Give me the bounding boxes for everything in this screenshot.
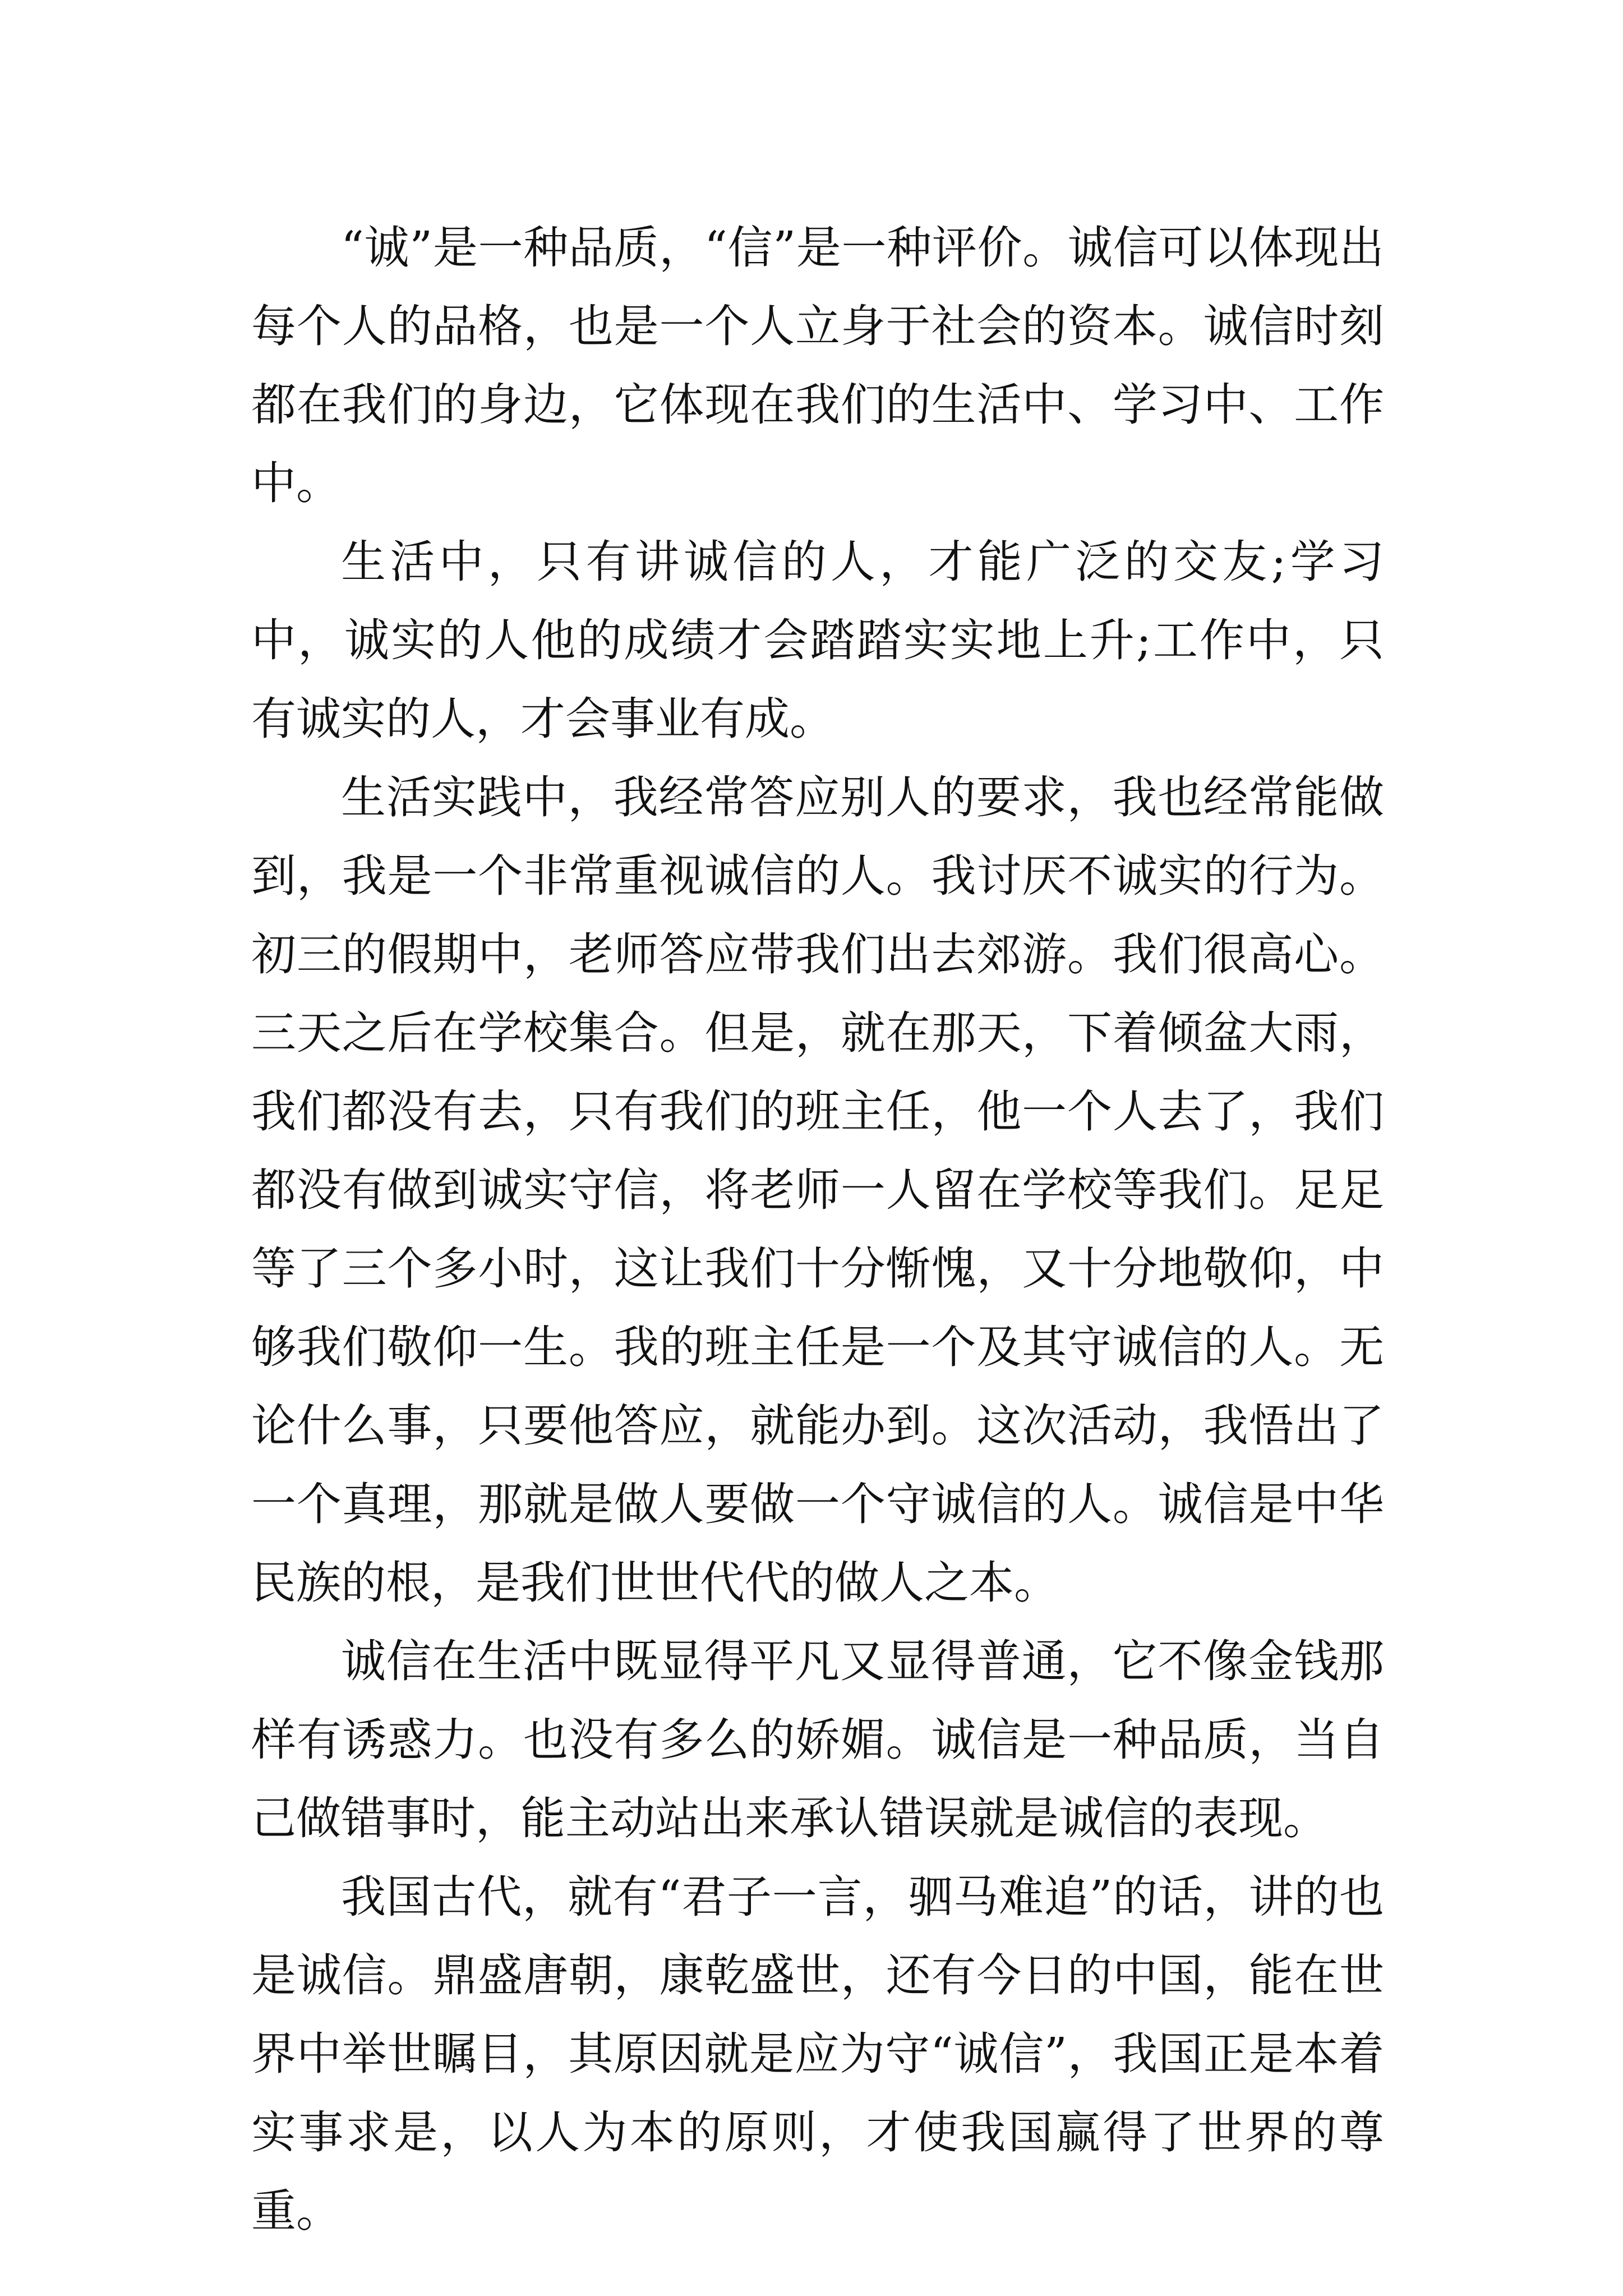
paragraph-3: 生活实践中，我经常答应别人的要求，我也经常能做到，我是一个非常重视诚信的人。我讨厌不诚实的行为。初三的假期中，老师答应带我们出去郊游。我们很高心。三天之后在学校集合。但是，就在那天，下着倾盆大雨，我们都没有去，只有我们的班主任，他一个人去了，我们都没有做到诚实守信，将老师一人留在学校等我们。足足等了三个多小时，这让我们十分惭愧，又十分地敬仰，中够我们敬仰一生。我的班主任是一个及其守诚信的人。无论什么事，只要他答应，就能办到。这次活动，我悟出了一个真理，那就是做人要做一个守诚信的人。诚信是中华民族的根，是我们世世代代的做人之本。: [251, 771, 1384, 1609]
paragraph-1: “诚”是一种品质，“信”是一种评价。诚信可以体现出每个人的品格，也是一个人立身于社会的资本。诚信时刻都在我们的身边，它体现在我们的生活中、学习中、工作中。: [251, 222, 1384, 509]
paragraph-5: 我国古代，就有“君子一言，驷马难追”的话，讲的也是诚信。鼎盛唐朝，康乾盛世，还有今日的中国，能在世界中举世瞩目，其原因就是应为守“诚信”，我国正是本着实事求是，以人为本的原则，才使我国赢得了世界的尊重。: [251, 1871, 1384, 2237]
paragraph-2: 生活中，只有讲诚信的人，才能广泛的交友;学习中，诚实的人他的成绩才会踏踏实实地上升;工作中，只有诚实的人，才会事业有成。: [251, 536, 1384, 745]
document-body: [251, 209, 1384, 2251]
paragraph-4: 诚信在生活中既显得平凡又显得普通，它不像金钱那样有诱惑力。也没有多么的娇媚。诚信是一种品质，当自己做错事时，能主动站出来承认错误就是诚信的表现。: [251, 1635, 1384, 1844]
